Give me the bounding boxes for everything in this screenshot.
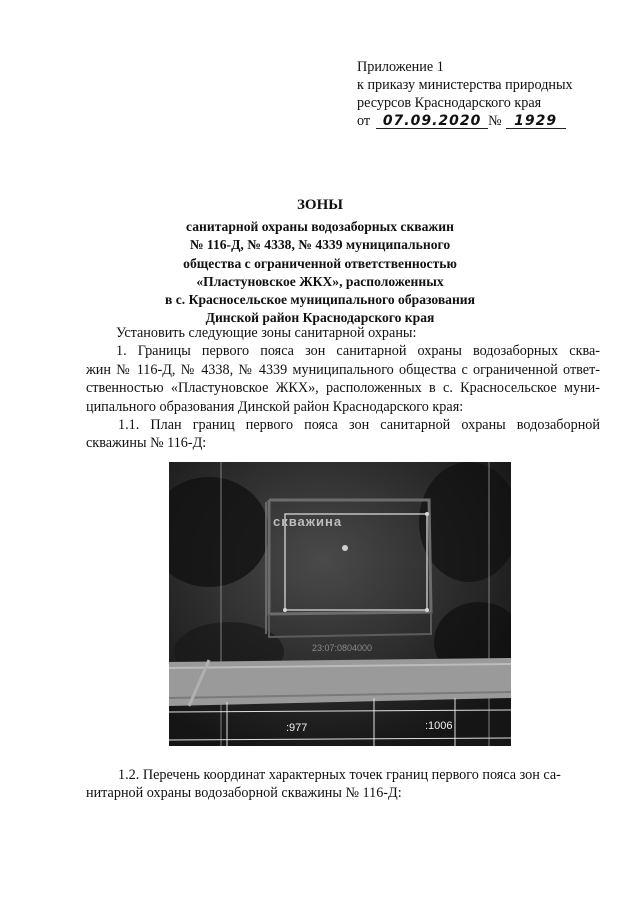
title-line: в с. Красносельское муниципального образования [165, 292, 475, 308]
from-label: от [357, 113, 371, 129]
map-graphic [169, 462, 511, 746]
paragraph-1-line: жин № 116-Д, № 4338, № 4339 муниципального общества с ограниченной ответ- [86, 361, 600, 378]
map-parcel-label-977: :977 [286, 722, 308, 734]
paragraph-1-1-line: скважины № 116-Д: [86, 435, 207, 452]
title-head: ЗОНЫ [297, 197, 343, 213]
map-cadastral-label: 23:07:0804000 [312, 643, 373, 653]
map-parcel-label-1006: :1006 [425, 720, 453, 732]
section-1-2-line: 1.2. Перечень координат характерных точек границ первого пояса зон са- [118, 767, 561, 783]
number-label: № [488, 113, 502, 129]
handwritten-number: 1929 [506, 114, 566, 129]
title-line: санитарной охраны водозаборных скважин [186, 219, 454, 235]
section-1-2 [86, 766, 600, 803]
paragraph-1-1-line: 1.1. План границ первого пояса зон санитарной охраны водозаборной [118, 417, 600, 434]
appendix-date-row [357, 112, 627, 130]
title-line: Динской район Краснодарского края [205, 310, 435, 326]
paragraph-1-line: 1. Границы первого пояса зон санитарной охраны водозаборных сква- [116, 343, 600, 360]
title-line: «Пластуновское ЖКХ», расположенных [196, 273, 444, 289]
body-text [86, 324, 600, 453]
boundary-plan-map [169, 462, 511, 746]
appendix-line-3: ресурсов Краснодарского края [357, 95, 542, 111]
title-line: общества с ограниченной ответственностью [183, 255, 457, 271]
appendix-line-1: Приложение 1 [357, 59, 444, 75]
intro-line: Установить следующие зоны санитарной охраны: [116, 325, 417, 341]
appendix-line-2: к приказу министерства природных [357, 77, 573, 93]
appendix-header [357, 58, 627, 130]
document-title [80, 196, 560, 327]
map-well-label: скважина [273, 514, 343, 529]
paragraph-1-line: ственностью «Пластуновское ЖКХ», расположенных в с. Красносельское муни- [86, 380, 600, 397]
paragraph-1-line: ципального образования Динской район Краснодарского края: [86, 398, 464, 415]
title-line: № 116-Д, № 4338, № 4339 муниципального [189, 237, 451, 253]
handwritten-date: 07.09.2020 [376, 114, 488, 129]
section-1-2-line: нитарной охраны водозаборной скважины № 116-Д: [86, 785, 402, 802]
